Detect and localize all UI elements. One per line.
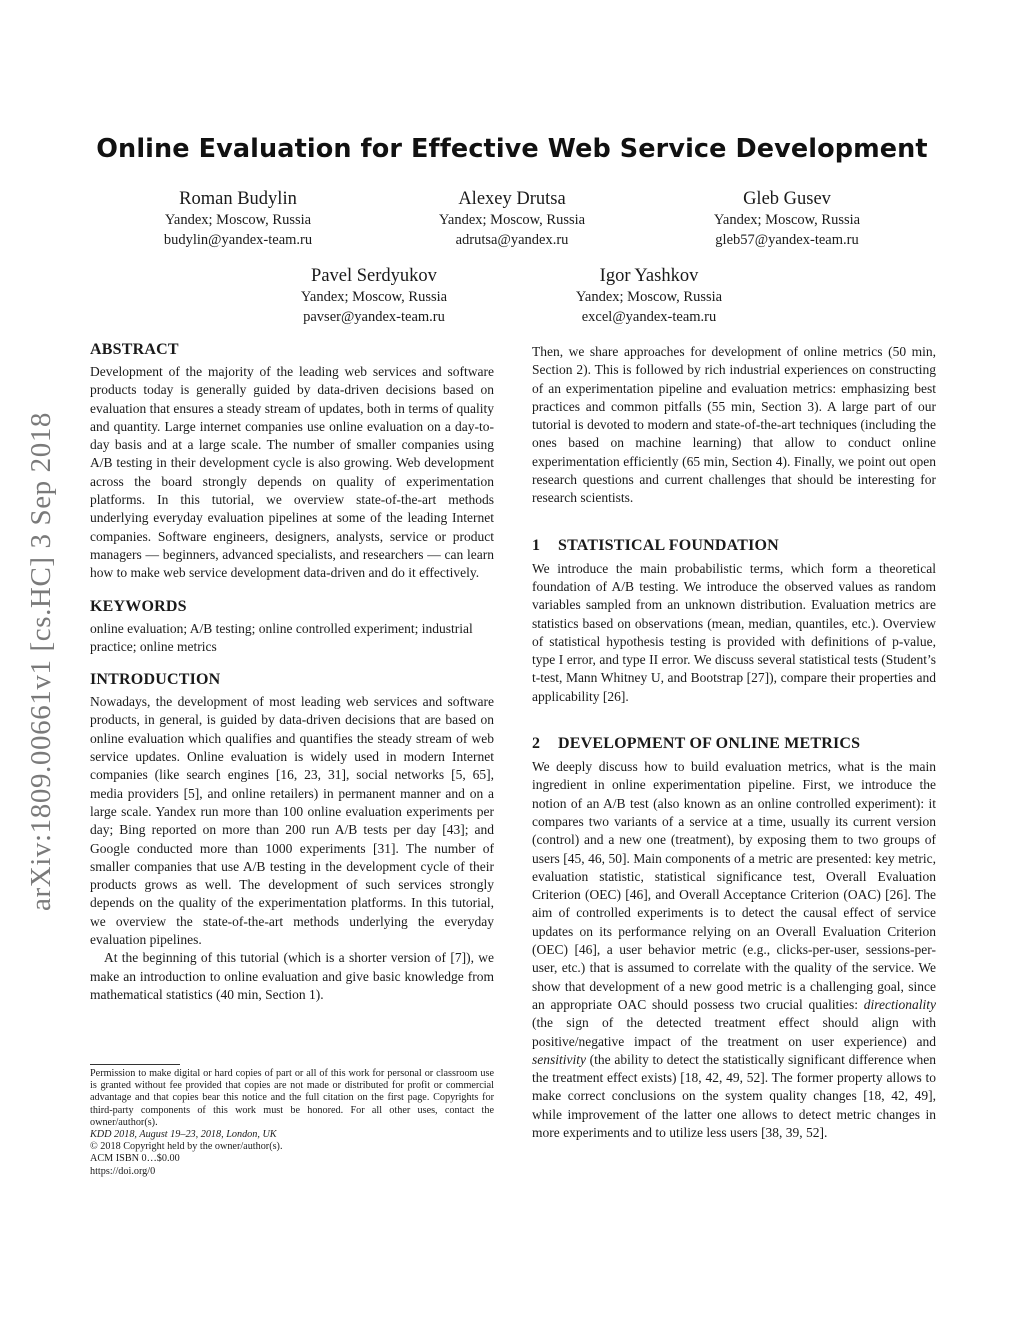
author-block <box>509 265 789 327</box>
abstract-heading: ABSTRACT <box>90 341 179 358</box>
arxiv-stamp <box>20 366 64 956</box>
author-email[interactable]: budylin@yandex-team.ru <box>163 232 313 248</box>
author-block <box>647 188 927 250</box>
author-name: Alexey Drutsa <box>458 189 566 209</box>
author-name: Pavel Serdyukov <box>311 266 437 286</box>
section-number: 1 <box>532 536 541 554</box>
author-block <box>234 265 514 327</box>
author-affiliation: Yandex; Moscow, Russia <box>438 212 586 228</box>
section-title: STATISTICAL FOUNDATION <box>558 536 779 554</box>
section-title: DEVELOPMENT OF ONLINE METRICS <box>558 735 861 753</box>
footnote <box>90 1068 494 1178</box>
author-email[interactable]: pavser@yandex-team.ru <box>303 309 445 325</box>
arxiv-stamp-text: arXiv:1809.00661v1 [cs.HC] 3 Sep 2018 <box>25 411 58 911</box>
footnote-copyright: © 2018 Copyright held by the owner/author(s). <box>90 1141 283 1153</box>
keywords-heading: KEYWORDS <box>90 597 187 615</box>
section-2-heading <box>532 734 936 754</box>
footnote-isbn: ACM ISBN 0…$0.00 <box>90 1153 180 1165</box>
term-sensitivity: sensitivity <box>532 1051 586 1067</box>
left-column <box>90 340 494 1004</box>
author-affiliation: Yandex; Moscow, Russia <box>164 212 312 228</box>
introduction-paragraph: Nowadays, the development of most leading web services and software products, in general, is guided by data-driven decisions that are based on online evaluation which qualifies and quantifies the steady stream of web service updates. Online evaluation is widely used in modern Internet companies (like search engines [16, 23, 31], social networks [5, 65], media providers [5], and online retailers) in permanent manner and on a large scale. Yandex run more than 100 online evaluation experiments per day; Bing reported on more than 200 run A/B tests per day [43]; and Google conducted more than 1000 experiments [31]. The number of smaller companies that use A/B testing in the development cycle of their products grows as well. The development of such services strongly depends on the quality of the experimentation platforms. In this tutorial, we overview the state-of-the-art methods underlying the everyday evaluation pipelines. <box>90 694 494 948</box>
right-column <box>532 343 936 1142</box>
author-block <box>98 188 378 250</box>
section-1-text: We introduce the main probabilistic terms, which form a theoretical foundation of A/B testing. We introduce the observed values as random variables sampled from an unknown distribution. Evaluation metrics are statistics based on observations (mean, median, quantiles, etc.). Overview of statistical hypothesis testing is provided with definitions of p-value, type I error, and type II error. We discuss several statistical tests (Student’s t-test, Mann Whitney U, and Bootstrap [27]), compare their properties and applicability [26]. <box>532 560 936 704</box>
author-name: Roman Budylin <box>179 189 297 209</box>
author-block <box>372 188 652 250</box>
section-number: 2 <box>532 735 541 753</box>
introduction-paragraph: At the beginning of this tutorial (which is a shorter version of [7]), we make an introduction to online evaluation and give basic knowledge from mathematical statistics (40 min, Section 1). <box>90 950 494 1002</box>
introduction-continued: Then, we share approaches for development of online metrics (50 min, Section 2). This is followed by rich industrial experiences on constructing of an experimentation pipeline and evaluation metrics: emphasizing best practices and common pitfalls (55 min, Section 3). A large part of our tutorial is devoted to modern and state-of-the-art techniques (including the ones based on machine learning) that allow to conduct online experimentation efficiently (65 min, Section 4). Finally, we point out open research questions and current challenges that should be interesting for research scientists. <box>532 344 936 506</box>
author-affiliation: Yandex; Moscow, Russia <box>575 289 723 305</box>
term-directionality: directionality <box>863 996 936 1012</box>
section-1-heading <box>532 536 936 556</box>
section-2-text-c: (the ability to detect the statistically significant difference when the treatment effect exists) [18, 42, 49, 52]. The former property allows to make correct conclusions on the system quality changes [18, 42, 49], while improvement of the latter one allows to detect metric changes in more experiments and to utilize less users [38, 39, 52]. <box>532 1051 936 1140</box>
footnote-conference: KDD 2018, August 19–23, 2018, London, UK <box>90 1129 277 1141</box>
footnote-rule <box>90 1064 180 1065</box>
section-2-text <box>532 758 936 1142</box>
author-affiliation: Yandex; Moscow, Russia <box>300 289 448 305</box>
section-2-text-b: (the sign of the detected treatment effect should align with positive/negative impact of the treatment on user experience) and <box>532 1015 936 1049</box>
author-email[interactable]: excel@yandex-team.ru <box>581 309 717 325</box>
author-email[interactable]: gleb57@yandex-team.ru <box>715 232 859 248</box>
paper-title: Online Evaluation for Effective Web Service Development <box>96 134 928 164</box>
author-name: Igor Yashkov <box>599 266 699 286</box>
author-name: Gleb Gusev <box>743 189 831 209</box>
introduction-heading: INTRODUCTION <box>90 671 221 689</box>
keywords-text: online evaluation; A/B testing; online controlled experiment; industrial practice; online metrics <box>90 620 473 654</box>
footnote-doi[interactable]: https://doi.org/0 <box>90 1165 156 1177</box>
footnote-permission: Permission to make digital or hard copies of part or all of this work for personal or classroom use is granted without fee provided that copies are not made or distributed for profit or commercial advantage and that copies bear this notice and the full citation on the first page. Copyrights for third-party components of this work must be honored. For all other uses, contact the owner/author(s). <box>90 1068 494 1128</box>
abstract-text: Development of the majority of the leading web services and software products today is generally guided by data-driven decisions based on evaluation that ensures a steady stream of updates, both in terms of quality and quantity. Large internet companies use online evaluation on a day-to-day basis and at a large scale. The number of smaller companies using A/B testing in their development cycle is also growing. Web development across the board strongly depends on quality of experimentation platforms. In this tutorial, we overview state-of-the-art methods underlying everyday evaluation pipelines at some of the leading Internet companies. Software engineers, designers, analysts, service or product managers — beginners, advanced specialists, and researchers — can learn how to make web service development data-driven and do it effectively. <box>90 364 494 581</box>
author-affiliation: Yandex; Moscow, Russia <box>713 212 861 228</box>
author-email[interactable]: adrutsa@yandex.ru <box>455 232 569 248</box>
section-2-text-a: We deeply discuss how to build evaluation metrics, what is the main ingredient in online experimentation pipeline. First, we introduce the notion of an A/B test (also known as an online controlled experiment): it compares two variants of a service at a time, usually its current version (control) and a new one (treatment), by exposing them to two groups of users [45, 46, 50]. Main components of a metric are presented: key metric, evaluation statistic, statistical significance test, Overall Evaluation Criterion (OEC) [46], and Overall Acceptance Criterion (OAC) [26]. The aim of controlled experiments is to detect the causal effect of service updates on its performance relying on an Overall Evaluation Criterion (OEC) [46], a user behavior metric (e.g., clicks-per-user, sessions-per-user, etc.) that is assumed to correlate with the quality of the service. We show that development of a new good metric is a challenging goal, since an appropriate OAC should possess two crucial qualities: <box>532 759 936 1012</box>
